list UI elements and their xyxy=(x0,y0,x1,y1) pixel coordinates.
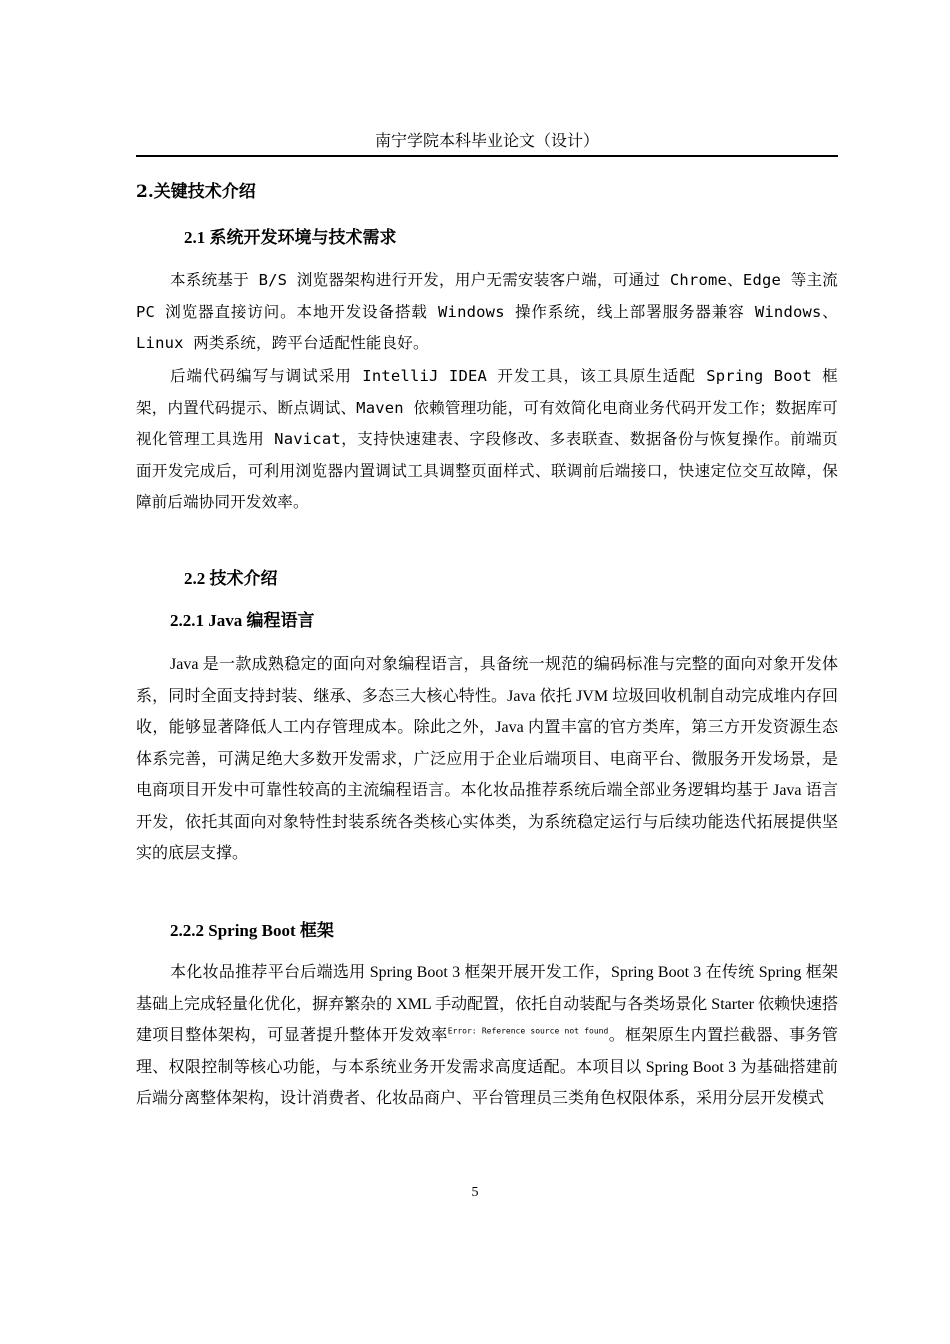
header-rule xyxy=(136,155,838,157)
paragraph-java: Java 是一款成熟稳定的面向对象编程语言，具备统一规范的编码标准与完整的面向对象开发体系，同时全面支持封装、继承、多态三大核心特性。Java 依托 JVM 垃圾回收机制自动完成堆内存回收，能够显著降低人工内存管理成本。除此之外，Java 内置丰富的官方类库，第三方开发资源生态体系完善，可满足绝大多数开发需求，广泛应用于企业后端项目、电商平台、微服务开发场景，是电商项目开发中可靠性较高的主流编程语言。本化妆品推荐系统后端全部业务逻辑均基于 Java 语言开发，依托其面向对象特性封装系统各类核心实体类，为系统稳定运行与后续功能迭代拓展提供坚实的底层支撑。 xyxy=(136,656,838,862)
paragraph-spring-boot xyxy=(136,957,838,1115)
subsubsection-heading-spring-boot: 2.2.2 Spring Boot 框架 xyxy=(170,921,334,940)
paragraph-tools: 后端代码编写与调试采用 IntelliJ IDEA 开发工具，该工具原生适配 Spring Boot 框架，内置代码提示、断点调试、Maven 依赖管理功能，可有效简化电商业务代码开发工作；数据库可视化管理工具选用 Navicat，支持快速建表、字段修改、多表联查、数据备份与恢复操作。前端页面开发完成后，可利用浏览器内置调试工具调整页面样式、联调前后端接口，快速定位交互故障，保障前后端协同开发效率。 xyxy=(136,367,838,511)
reference-error-marker: Error: Reference source not found xyxy=(447,1026,609,1036)
spring-text-before: 本化妆品推荐平台后端选用 Spring Boot 3 框架开展开发工作，Spring Boot 3 在传统 Spring 框架基础上完成轻量化优化，摒弃繁杂的 XML 手动配置，依托自动装配与各类场景化 Starter 依赖快速搭建项目整体架构，可显著提升整体开发效率 xyxy=(136,964,838,1044)
subsubsection-heading-java: 2.2.1 Java 编程语言 xyxy=(170,611,315,630)
section-heading: 2.关键技术介绍 xyxy=(136,182,256,202)
subsection-heading-2-1: 2.1 系统开发环境与技术需求 xyxy=(184,228,397,247)
spring-text-after: 。框架原生内置拦截器、事务管理、权限控制等核心功能，与本系统业务开发需求高度适配。本项目以 Spring Boot 3 为基础搭建前后端分离整体架构，设计消费者、化妆品商户、平台管理员三类角色权限体系，采用分层开发模式 xyxy=(136,1027,838,1107)
subsection-heading-2-2: 2.2 技术介绍 xyxy=(184,569,278,588)
paragraph-environment: 本系统基于 B/S 浏览器架构进行开发，用户无需安装客户端，可通过 Chrome、Edge 等主流 PC 浏览器直接访问。本地开发设备搭载 Windows 操作系统，线上部署服务器兼容 Windows、Linux 两类系统，跨平台适配性能良好。 xyxy=(136,271,838,352)
page-number: 5 xyxy=(471,1185,479,1200)
running-header: 南宁学院本科毕业论文（设计） xyxy=(374,131,599,150)
